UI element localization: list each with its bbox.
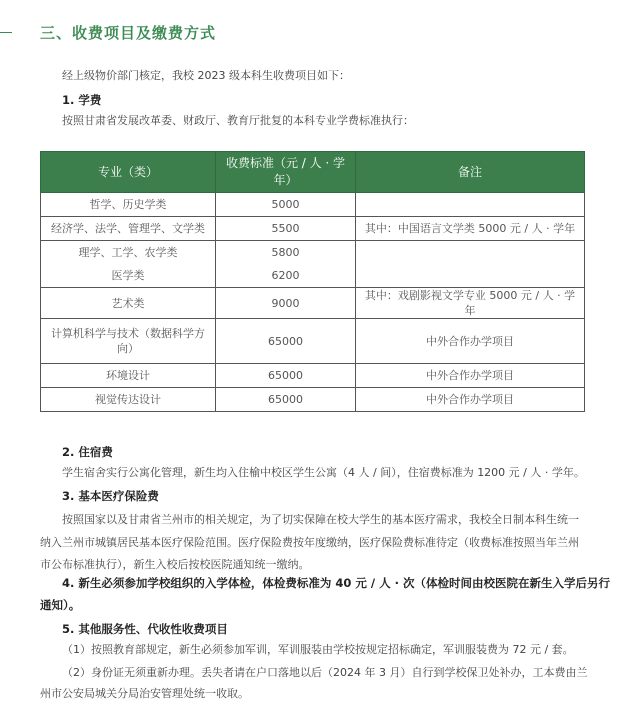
other-fees-item: （2）身份证无须重新办理。丢失者请在户口落地以后（2024 年 3 月）自行到学校保卫处补办，工本费由兰 (62, 666, 588, 679)
insurance-text-line: 纳入兰州市城镇居民基本医疗保险范围。医疗保险费按年度缴纳，医疗保险费标准待定（收费标准按照当年兰州 (40, 536, 579, 549)
table-row (41, 364, 585, 388)
header-fee: 收费标准（元 / 人 · 学年） (216, 152, 356, 193)
accommodation-heading: 2. 住宿费 (62, 445, 113, 459)
table-row (41, 241, 585, 265)
checkup-text-line: 4. 新生必须参加学校组织的入学体检，体检费标准为 40 元 / 人 · 次（体检时间由校医院在新生入学后另行 (62, 576, 610, 590)
fee-cell: 65000 (216, 364, 356, 388)
major-cell: 理学、工学、农学类 (41, 241, 216, 265)
section-title: 三、收费项目及缴费方式 (40, 24, 217, 42)
table-row (41, 288, 585, 319)
note-cell (356, 193, 585, 217)
major-cell: 艺术类 (41, 288, 216, 319)
note-cell: 中外合作办学项目 (356, 364, 585, 388)
note-cell (356, 241, 585, 288)
checkup-text-line: 通知）。 (40, 598, 81, 612)
major-cell: 医学类 (41, 264, 216, 288)
table-row (41, 319, 585, 364)
table-row (41, 388, 585, 412)
intro-text: 经上级物价部门核定，我校 2023 级本科生收费项目如下： (62, 69, 350, 82)
other-fees-item: （1）按照教育部规定，新生必须参加军训，军训服装由学校按规定招标确定，军训服装费为 72 元 / 套。 (62, 643, 574, 656)
other-fees-heading: 5. 其他服务性、代收性收费项目 (62, 622, 228, 636)
note-cell: 其中：戏剧影视文学专业 5000 元 / 人 · 学年 (356, 288, 585, 319)
table-row (41, 217, 585, 241)
major-cell: 经济学、法学、管理学、文学类 (41, 217, 216, 241)
tuition-fee-table (40, 151, 585, 412)
fee-cell: 65000 (216, 319, 356, 364)
insurance-text-line: 按照国家以及甘肃省兰州市的相关规定，为了切实保障在校大学生的基本医疗需求，我校全日制本科生统一 (62, 513, 579, 526)
accommodation-text: 学生宿舍实行公寓化管理，新生均入住榆中校区学生公寓（4 人 / 间），住宿费标准为 1200 元 / 人 · 学年。 (62, 466, 585, 479)
major-cell: 计算机科学与技术（数据科学方向） (41, 319, 216, 364)
major-cell: 环境设计 (41, 364, 216, 388)
header-decoration-line (0, 32, 12, 33)
major-cell: 哲学、历史学类 (41, 193, 216, 217)
table-header-row (41, 152, 585, 193)
major-cell: 视觉传达设计 (41, 388, 216, 412)
tuition-heading: 1. 学费 (62, 93, 102, 107)
insurance-text-line: 市公布标准执行），新生入校后按校医院通知统一缴纳。 (40, 558, 310, 571)
fee-cell: 6200 (216, 264, 356, 288)
note-cell: 中外合作办学项目 (356, 319, 585, 364)
fee-cell: 65000 (216, 388, 356, 412)
fee-cell: 5500 (216, 217, 356, 241)
note-cell: 其中：中国语言文学类 5000 元 / 人 · 学年 (356, 217, 585, 241)
header-major: 专业（类） (41, 152, 216, 193)
table-row (41, 193, 585, 217)
fee-cell: 9000 (216, 288, 356, 319)
fee-cell: 5000 (216, 193, 356, 217)
tuition-text: 按照甘肃省发展改革委、财政厅、教育厅批复的本科专业学费标准执行： (62, 114, 414, 127)
header-note: 备注 (356, 152, 585, 193)
note-cell: 中外合作办学项目 (356, 388, 585, 412)
other-fees-item: 州市公安局城关分局治安管理处统一收取。 (40, 687, 249, 700)
insurance-heading: 3. 基本医疗保险费 (62, 489, 159, 503)
fee-cell: 5800 (216, 241, 356, 265)
